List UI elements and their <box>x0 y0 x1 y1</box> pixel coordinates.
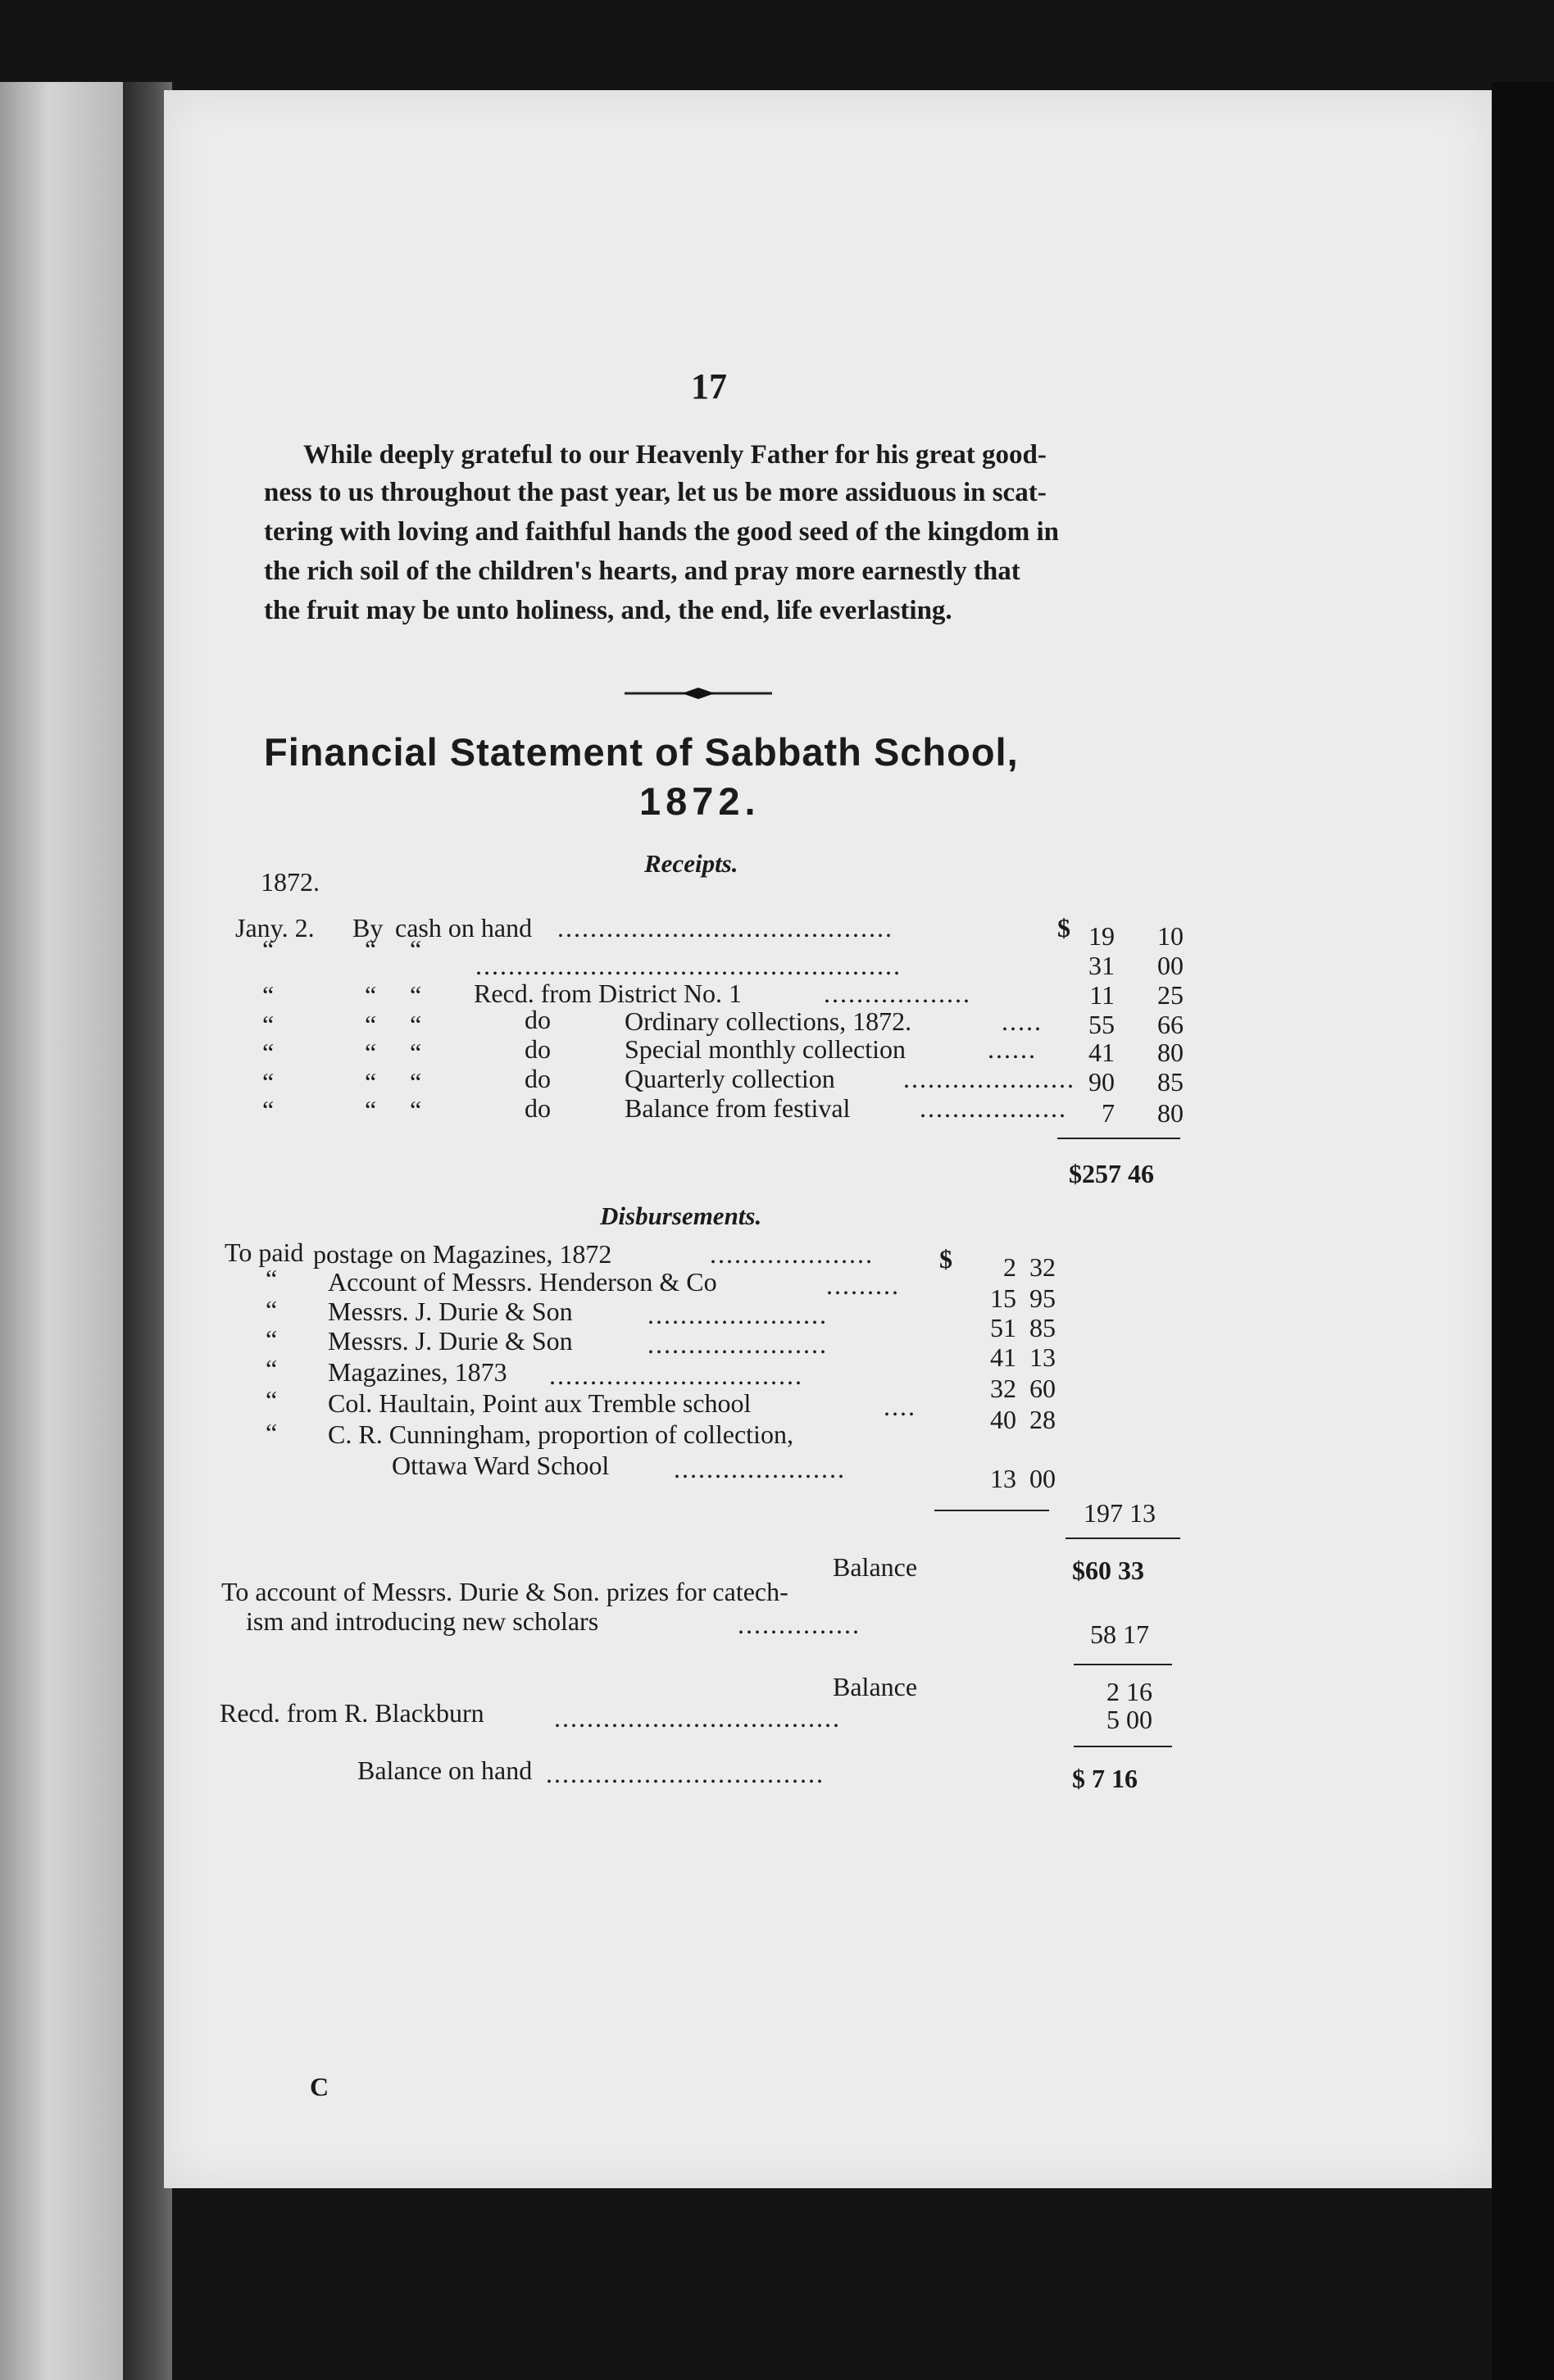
receipt-dollars-4: 55 <box>1088 1010 1115 1039</box>
leader-dots: .... <box>884 1392 916 1421</box>
leader-dots: ..................... <box>903 1064 1075 1093</box>
receipt-cents-6: 85 <box>1157 1067 1184 1097</box>
intro-line-4: the rich soil of the children's hearts, and pray more earnestly that <box>264 556 1020 586</box>
receipt-text-7: Balance from festival <box>625 1093 851 1123</box>
disb-cents-2: 95 <box>1029 1283 1056 1313</box>
disb-text-3: Messrs. J. Durie & Son <box>328 1297 573 1326</box>
prizes-amount: 58 17 <box>1090 1619 1149 1649</box>
disb-text-8: Ottawa Ward School <box>392 1451 610 1480</box>
disb-dollars-8: 13 <box>990 1464 1016 1493</box>
leader-dots: ...................... <box>648 1329 828 1359</box>
receipt-date-4: “ <box>262 1010 275 1039</box>
leader-dots: ............... <box>738 1610 861 1639</box>
disb-text-4: Messrs. J. Durie & Son <box>328 1326 573 1356</box>
receipt-dollars-5: 41 <box>1088 1038 1115 1067</box>
leader-dots: .................................. <box>546 1759 825 1788</box>
disb-text-6: Col. Haultain, Point aux Tremble school <box>328 1388 752 1418</box>
balance-on-hand-amount: $ 7 16 <box>1072 1764 1138 1793</box>
prizes-line-2: ism and introducing new scholars <box>246 1606 599 1636</box>
disb-lead-6: “ <box>266 1385 278 1415</box>
disbursements-total-rule <box>934 1510 1049 1511</box>
book-page <box>164 90 1492 2188</box>
blackburn-text: Recd. from R. Blackburn <box>220 1698 484 1728</box>
receipt-do-7: do <box>525 1093 551 1123</box>
balance-label-2: Balance <box>833 1672 918 1701</box>
receipt-cents-7: 80 <box>1157 1098 1184 1128</box>
book-edge <box>1492 82 1554 2380</box>
receipt-by-2: “ <box>365 934 377 964</box>
receipts-total-rule <box>1057 1138 1180 1139</box>
receipt-by-5: “ <box>365 1038 377 1067</box>
receipt-by-6: “ <box>365 1067 377 1097</box>
receipt-dollars-1: 19 <box>1088 921 1115 951</box>
receipt-dollars-3: 11 <box>1089 980 1115 1010</box>
disb-cents-3: 85 <box>1029 1313 1056 1342</box>
receipt-date-1: Jany. 2. <box>235 913 315 942</box>
leader-dots: ...... <box>988 1034 1037 1064</box>
disbursements-total: 197 13 <box>1084 1498 1156 1528</box>
receipts-total: $257 46 <box>1069 1159 1154 1188</box>
statement-title: Financial Statement of Sabbath School, <box>264 730 1019 774</box>
blackburn-amount: 5 00 <box>1106 1705 1152 1734</box>
receipt-ditto-2: “ <box>410 934 422 964</box>
disb-text-5: Magazines, 1873 <box>328 1357 507 1387</box>
intro-line-3: tering with loving and faithful hands the good seed of the kingdom in <box>264 517 1060 547</box>
receipt-date-7: “ <box>262 1095 275 1124</box>
receipt-date-5: “ <box>262 1038 275 1067</box>
receipt-date-2: “ <box>262 934 275 964</box>
leader-dots: ................................... <box>554 1703 841 1733</box>
disb-lead-1: To paid <box>225 1238 304 1267</box>
balance-on-hand-label: Balance on hand <box>357 1755 533 1785</box>
disb-cents-8: 00 <box>1029 1464 1056 1493</box>
disb-dollars-5: 32 <box>990 1374 1016 1403</box>
receipt-text-6: Quarterly collection <box>625 1064 835 1093</box>
balance-rule-2 <box>1074 1664 1172 1665</box>
receipt-text-3: Recd. from District No. 1 <box>474 979 743 1008</box>
receipt-ditto-3: “ <box>410 980 422 1010</box>
receipt-date-6: “ <box>262 1067 275 1097</box>
disb-text-2: Account of Messrs. Henderson & Co <box>328 1267 717 1297</box>
signature-mark: C <box>310 2072 329 2101</box>
leader-dots: .................... <box>710 1239 874 1269</box>
receipt-date-3: “ <box>262 980 275 1010</box>
disbursements-heading: Disbursements. <box>600 1201 762 1230</box>
receipt-cents-5: 80 <box>1157 1038 1184 1067</box>
receipt-cents-2: 00 <box>1157 951 1184 980</box>
receipt-do-4: do <box>525 1005 551 1034</box>
leader-dots: ..................... <box>674 1454 846 1483</box>
leader-dots: .................. <box>920 1093 1067 1123</box>
disb-cents-5: 60 <box>1029 1374 1056 1403</box>
disb-dollars-1: 2 <box>1003 1252 1016 1282</box>
disb-dollars-2: 15 <box>990 1283 1016 1313</box>
intro-line-2: ness to us throughout the past year, let us be more assiduous in scat- <box>264 478 1047 507</box>
leader-dots: ......................................... <box>557 913 893 942</box>
disb-dollar-sign: $ <box>939 1244 952 1274</box>
disb-dollars-4: 41 <box>990 1342 1016 1372</box>
disb-lead-3: “ <box>266 1295 278 1324</box>
receipt-text-1: cash on hand <box>395 913 533 942</box>
disb-lead-7: “ <box>266 1418 278 1447</box>
receipt-cents-1: 10 <box>1157 921 1184 951</box>
statement-year: 1872. <box>639 779 761 823</box>
disb-text-7: C. R. Cunningham, proportion of collection, <box>328 1419 793 1449</box>
page-number: 17 <box>691 366 727 407</box>
receipt-ditto-5: “ <box>410 1038 422 1067</box>
leader-dots: .................. <box>824 979 971 1008</box>
receipt-by-3: “ <box>365 980 377 1010</box>
receipt-by-4: “ <box>365 1010 377 1039</box>
intro-line-1: While deeply grateful to our Heavenly Father for his great good- <box>303 440 1047 470</box>
receipt-ditto-6: “ <box>410 1067 422 1097</box>
leader-dots: ............................... <box>549 1360 803 1390</box>
balance-rule-3 <box>1074 1746 1172 1747</box>
receipt-do-6: do <box>525 1064 551 1093</box>
balance-rule-1 <box>1066 1537 1180 1539</box>
disb-lead-4: “ <box>266 1324 278 1354</box>
receipt-cents-3: 25 <box>1157 980 1184 1010</box>
receipt-dollars-7: 7 <box>1102 1098 1115 1128</box>
leader-dots: .................................................... <box>475 951 902 980</box>
disb-lead-2: “ <box>266 1264 278 1293</box>
ornament-rule <box>625 685 772 702</box>
disb-dollars-6: 40 <box>990 1405 1016 1434</box>
receipt-text-4: Ordinary collections, 1872. <box>625 1006 912 1036</box>
disb-lead-5: “ <box>266 1354 278 1383</box>
disb-cents-4: 13 <box>1029 1342 1056 1372</box>
receipt-by-7: “ <box>365 1095 377 1124</box>
balance-amount-1: $60 33 <box>1072 1556 1144 1585</box>
receipts-heading: Receipts. <box>644 849 738 878</box>
receipt-ditto-4: “ <box>410 1010 422 1039</box>
intro-line-5: the fruit may be unto holiness, and, the end, life everlasting. <box>264 596 952 625</box>
receipt-do-5: do <box>525 1034 551 1064</box>
leader-dots: ...................... <box>648 1300 828 1329</box>
leader-dots: ......... <box>826 1270 900 1300</box>
prizes-line-1: To account of Messrs. Durie & Son. prizes for catech- <box>221 1577 788 1606</box>
disb-cents-6: 28 <box>1029 1405 1056 1434</box>
receipt-cents-4: 66 <box>1157 1010 1184 1039</box>
balance-label-1: Balance <box>833 1552 918 1582</box>
receipt-dollars-6: 90 <box>1088 1067 1115 1097</box>
receipt-by-1: By <box>352 913 384 942</box>
receipt-text-5: Special monthly collection <box>625 1034 906 1064</box>
receipt-dollar-sign: $ <box>1057 913 1070 942</box>
balance-amount-2: 2 16 <box>1106 1677 1152 1706</box>
disb-cents-1: 32 <box>1029 1252 1056 1282</box>
leader-dots: ..... <box>1002 1006 1043 1036</box>
receipts-year: 1872. <box>261 867 320 897</box>
receipt-dollars-2: 31 <box>1088 951 1115 980</box>
receipt-ditto-7: “ <box>410 1095 422 1124</box>
disb-text-1: postage on Magazines, 1872 <box>313 1239 612 1269</box>
adjacent-page-edge <box>0 82 123 2380</box>
disb-dollars-3: 51 <box>990 1313 1016 1342</box>
